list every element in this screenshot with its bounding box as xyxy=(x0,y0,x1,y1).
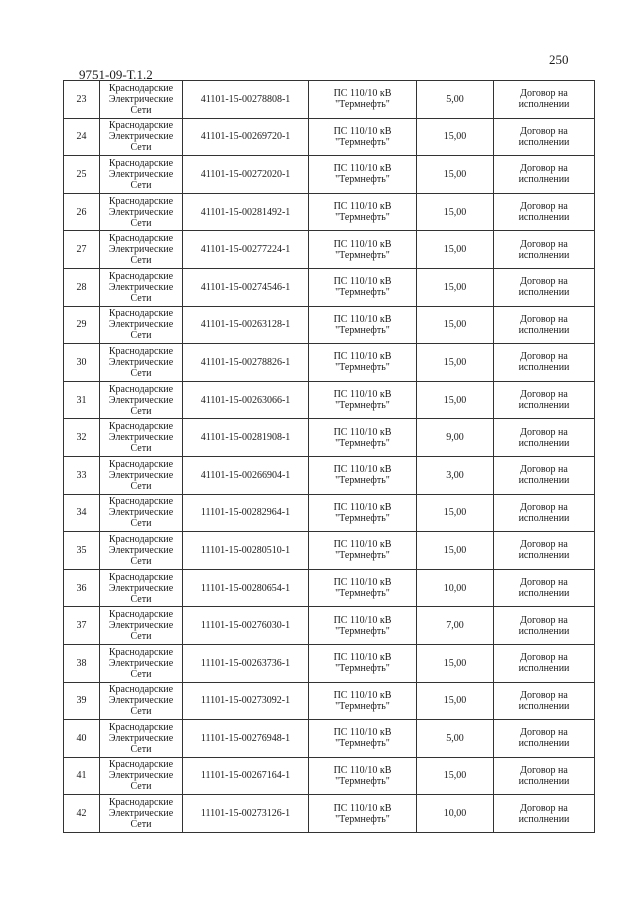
power-cell: 5,00 xyxy=(417,81,494,119)
substation-cell-text: ПС 110/10 кВ "Термнефть" xyxy=(333,426,392,449)
row-number-cell: 42 xyxy=(64,795,100,833)
row-number-cell: 35 xyxy=(64,532,100,570)
row-number-cell: 27 xyxy=(64,231,100,269)
contract-number-cell: 41101-15-00278826-1 xyxy=(183,344,309,382)
organization-cell xyxy=(100,644,183,682)
power-cell: 15,00 xyxy=(417,644,494,682)
table-row xyxy=(64,456,595,494)
contract-number-cell: 41101-15-00266904-1 xyxy=(183,456,309,494)
organization-cell-text: Краснодарские Электрические Сети xyxy=(108,609,174,643)
status-cell xyxy=(494,118,595,156)
substation-cell-text: ПС 110/10 кВ "Термнефть" xyxy=(333,201,392,224)
organization-cell xyxy=(100,532,183,570)
substation-cell xyxy=(309,569,417,607)
contract-number-cell: 41101-15-00281908-1 xyxy=(183,419,309,457)
substation-cell-text: ПС 110/10 кВ "Термнефть" xyxy=(333,577,392,600)
power-cell: 10,00 xyxy=(417,569,494,607)
status-cell xyxy=(494,268,595,306)
status-cell-text: Договор на исполнении xyxy=(518,539,570,562)
organization-cell-text: Краснодарские Электрические Сети xyxy=(108,421,174,455)
contract-number-cell: 41101-15-00274546-1 xyxy=(183,268,309,306)
contract-number-cell: 11101-15-00276030-1 xyxy=(183,607,309,645)
table-row xyxy=(64,720,595,758)
row-number-cell: 30 xyxy=(64,344,100,382)
status-cell xyxy=(494,193,595,231)
status-cell xyxy=(494,81,595,119)
substation-cell xyxy=(309,682,417,720)
status-cell-text: Договор на исполнении xyxy=(518,313,570,336)
substation-cell xyxy=(309,720,417,758)
row-number-cell: 34 xyxy=(64,494,100,532)
status-cell xyxy=(494,569,595,607)
table-row xyxy=(64,268,595,306)
status-cell-text: Договор на исполнении xyxy=(518,426,570,449)
organization-cell xyxy=(100,344,183,382)
row-number-cell: 29 xyxy=(64,306,100,344)
organization-cell-text: Краснодарские Электрические Сети xyxy=(108,721,174,755)
organization-cell xyxy=(100,494,183,532)
contract-number-cell: 41101-15-00278808-1 xyxy=(183,81,309,119)
organization-cell xyxy=(100,81,183,119)
contract-number-cell: 41101-15-00281492-1 xyxy=(183,193,309,231)
substation-cell xyxy=(309,118,417,156)
document-code: 9751-09-Т.1.2 xyxy=(79,67,153,82)
status-cell-text: Договор на исполнении xyxy=(518,464,570,487)
status-cell xyxy=(494,231,595,269)
substation-cell-text: ПС 110/10 кВ "Термнефть" xyxy=(333,501,392,524)
row-number-cell: 40 xyxy=(64,720,100,758)
substation-cell-text: ПС 110/10 кВ "Термнефть" xyxy=(333,464,392,487)
contract-number-cell: 11101-15-00273126-1 xyxy=(183,795,309,833)
table-row xyxy=(64,81,595,119)
organization-cell-text: Краснодарские Электрические Сети xyxy=(108,797,174,831)
power-cell: 15,00 xyxy=(417,757,494,795)
status-cell xyxy=(494,419,595,457)
status-cell-text: Договор на исполнении xyxy=(518,689,570,712)
contract-number-cell: 41101-15-00263128-1 xyxy=(183,306,309,344)
substation-cell xyxy=(309,456,417,494)
contract-number-cell: 11101-15-00273092-1 xyxy=(183,682,309,720)
substation-cell xyxy=(309,494,417,532)
organization-cell-text: Краснодарские Электрические Сети xyxy=(108,195,174,229)
status-cell xyxy=(494,381,595,419)
power-cell: 5,00 xyxy=(417,720,494,758)
substation-cell-text: ПС 110/10 кВ "Термнефть" xyxy=(333,125,392,148)
substation-cell-text: ПС 110/10 кВ "Термнефть" xyxy=(333,276,392,299)
row-number-cell: 23 xyxy=(64,81,100,119)
status-cell-text: Договор на исполнении xyxy=(518,351,570,374)
organization-cell xyxy=(100,268,183,306)
organization-cell xyxy=(100,795,183,833)
table-row xyxy=(64,344,595,382)
table-row xyxy=(64,757,595,795)
organization-cell xyxy=(100,720,183,758)
organization-cell-text: Краснодарские Электрические Сети xyxy=(108,383,174,417)
status-cell-text: Договор на исполнении xyxy=(518,389,570,412)
power-cell: 15,00 xyxy=(417,494,494,532)
organization-cell-text: Краснодарские Электрические Сети xyxy=(108,157,174,191)
table-row xyxy=(64,494,595,532)
table-row xyxy=(64,231,595,269)
row-number-cell: 31 xyxy=(64,381,100,419)
organization-cell-text: Краснодарские Электрические Сети xyxy=(108,571,174,605)
substation-cell-text: ПС 110/10 кВ "Термнефть" xyxy=(333,351,392,374)
substation-cell-text: ПС 110/10 кВ "Термнефть" xyxy=(333,764,392,787)
substation-cell-text: ПС 110/10 кВ "Термнефть" xyxy=(333,389,392,412)
table-row xyxy=(64,419,595,457)
organization-cell-text: Краснодарские Электрические Сети xyxy=(108,270,174,304)
status-cell-text: Договор на исполнении xyxy=(518,238,570,261)
substation-cell-text: ПС 110/10 кВ "Термнефть" xyxy=(333,652,392,675)
table-row xyxy=(64,644,595,682)
organization-cell-text: Краснодарские Электрические Сети xyxy=(108,684,174,718)
organization-cell xyxy=(100,757,183,795)
status-cell-text: Договор на исполнении xyxy=(518,201,570,224)
power-cell: 15,00 xyxy=(417,381,494,419)
power-cell: 10,00 xyxy=(417,795,494,833)
status-cell-text: Договор на исполнении xyxy=(518,614,570,637)
row-number-cell: 41 xyxy=(64,757,100,795)
status-cell-text: Договор на исполнении xyxy=(518,501,570,524)
substation-cell xyxy=(309,419,417,457)
status-cell-text: Договор на исполнении xyxy=(518,727,570,750)
status-cell-text: Договор на исполнении xyxy=(518,764,570,787)
power-cell: 7,00 xyxy=(417,607,494,645)
status-cell-text: Договор на исполнении xyxy=(518,276,570,299)
table-row xyxy=(64,569,595,607)
organization-cell xyxy=(100,682,183,720)
row-number-cell: 26 xyxy=(64,193,100,231)
status-cell xyxy=(494,644,595,682)
substation-cell-text: ПС 110/10 кВ "Термнефть" xyxy=(333,313,392,336)
organization-cell xyxy=(100,193,183,231)
status-cell xyxy=(494,532,595,570)
organization-cell-text: Краснодарские Электрические Сети xyxy=(108,646,174,680)
power-cell: 3,00 xyxy=(417,456,494,494)
substation-cell-text: ПС 110/10 кВ "Термнефть" xyxy=(333,689,392,712)
substation-cell-text: ПС 110/10 кВ "Термнефть" xyxy=(333,238,392,261)
row-number-cell: 28 xyxy=(64,268,100,306)
table-row xyxy=(64,682,595,720)
organization-cell-text: Краснодарские Электрические Сети xyxy=(108,120,174,154)
contract-number-cell: 41101-15-00272020-1 xyxy=(183,156,309,194)
status-cell-text: Договор на исполнении xyxy=(518,577,570,600)
row-number-cell: 32 xyxy=(64,419,100,457)
table-row xyxy=(64,306,595,344)
row-number-cell: 38 xyxy=(64,644,100,682)
substation-cell xyxy=(309,193,417,231)
power-cell: 9,00 xyxy=(417,419,494,457)
organization-cell xyxy=(100,569,183,607)
power-cell: 15,00 xyxy=(417,682,494,720)
contract-number-cell: 41101-15-00263066-1 xyxy=(183,381,309,419)
contract-number-cell: 11101-15-00280510-1 xyxy=(183,532,309,570)
registry-table-body xyxy=(64,81,595,833)
registry-table xyxy=(63,80,595,833)
contract-number-cell: 41101-15-00277224-1 xyxy=(183,231,309,269)
power-cell: 15,00 xyxy=(417,532,494,570)
status-cell xyxy=(494,494,595,532)
substation-cell xyxy=(309,306,417,344)
status-cell xyxy=(494,757,595,795)
organization-cell-text: Краснодарские Электрические Сети xyxy=(108,82,174,116)
row-number-cell: 36 xyxy=(64,569,100,607)
page-number: 250 xyxy=(549,52,569,67)
substation-cell xyxy=(309,795,417,833)
status-cell xyxy=(494,456,595,494)
contract-number-cell: 11101-15-00276948-1 xyxy=(183,720,309,758)
power-cell: 15,00 xyxy=(417,231,494,269)
status-cell xyxy=(494,306,595,344)
contract-number-cell: 11101-15-00263736-1 xyxy=(183,644,309,682)
organization-cell xyxy=(100,231,183,269)
status-cell xyxy=(494,720,595,758)
organization-cell-text: Краснодарские Электрические Сети xyxy=(108,458,174,492)
organization-cell xyxy=(100,381,183,419)
substation-cell xyxy=(309,231,417,269)
table-row xyxy=(64,193,595,231)
substation-cell-text: ПС 110/10 кВ "Термнефть" xyxy=(333,88,392,111)
status-cell-text: Договор на исполнении xyxy=(518,652,570,675)
substation-cell xyxy=(309,81,417,119)
table-row xyxy=(64,532,595,570)
substation-cell-text: ПС 110/10 кВ "Термнефть" xyxy=(333,727,392,750)
power-cell: 15,00 xyxy=(417,306,494,344)
organization-cell-text: Краснодарские Электрические Сети xyxy=(108,759,174,793)
status-cell xyxy=(494,156,595,194)
organization-cell xyxy=(100,456,183,494)
substation-cell xyxy=(309,644,417,682)
substation-cell xyxy=(309,757,417,795)
status-cell xyxy=(494,607,595,645)
substation-cell xyxy=(309,607,417,645)
organization-cell-text: Краснодарские Электрические Сети xyxy=(108,308,174,342)
substation-cell-text: ПС 110/10 кВ "Термнефть" xyxy=(333,163,392,186)
row-number-cell: 37 xyxy=(64,607,100,645)
organization-cell xyxy=(100,607,183,645)
status-cell xyxy=(494,795,595,833)
row-number-cell: 33 xyxy=(64,456,100,494)
status-cell xyxy=(494,344,595,382)
substation-cell xyxy=(309,532,417,570)
table-row xyxy=(64,156,595,194)
organization-cell xyxy=(100,118,183,156)
power-cell: 15,00 xyxy=(417,268,494,306)
organization-cell xyxy=(100,306,183,344)
organization-cell xyxy=(100,156,183,194)
organization-cell-text: Краснодарские Электрические Сети xyxy=(108,345,174,379)
substation-cell xyxy=(309,381,417,419)
table-row xyxy=(64,118,595,156)
table-row xyxy=(64,381,595,419)
status-cell-text: Договор на исполнении xyxy=(518,163,570,186)
organization-cell-text: Краснодарские Электрические Сети xyxy=(108,496,174,530)
organization-cell-text: Краснодарские Электрические Сети xyxy=(108,233,174,267)
organization-cell-text: Краснодарские Электрические Сети xyxy=(108,533,174,567)
power-cell: 15,00 xyxy=(417,193,494,231)
contract-number-cell: 41101-15-00269720-1 xyxy=(183,118,309,156)
power-cell: 15,00 xyxy=(417,156,494,194)
status-cell xyxy=(494,682,595,720)
status-cell-text: Договор на исполнении xyxy=(518,125,570,148)
substation-cell xyxy=(309,344,417,382)
substation-cell-text: ПС 110/10 кВ "Термнефть" xyxy=(333,802,392,825)
contract-number-cell: 11101-15-00280654-1 xyxy=(183,569,309,607)
power-cell: 15,00 xyxy=(417,344,494,382)
row-number-cell: 24 xyxy=(64,118,100,156)
substation-cell xyxy=(309,156,417,194)
status-cell-text: Договор на исполнении xyxy=(518,88,570,111)
contract-number-cell: 11101-15-00282964-1 xyxy=(183,494,309,532)
power-cell: 15,00 xyxy=(417,118,494,156)
substation-cell-text: ПС 110/10 кВ "Термнефть" xyxy=(333,539,392,562)
status-cell-text: Договор на исполнении xyxy=(518,802,570,825)
row-number-cell: 39 xyxy=(64,682,100,720)
table-row xyxy=(64,607,595,645)
substation-cell-text: ПС 110/10 кВ "Термнефть" xyxy=(333,614,392,637)
organization-cell xyxy=(100,419,183,457)
table-row xyxy=(64,795,595,833)
contract-number-cell: 11101-15-00267164-1 xyxy=(183,757,309,795)
substation-cell xyxy=(309,268,417,306)
row-number-cell: 25 xyxy=(64,156,100,194)
